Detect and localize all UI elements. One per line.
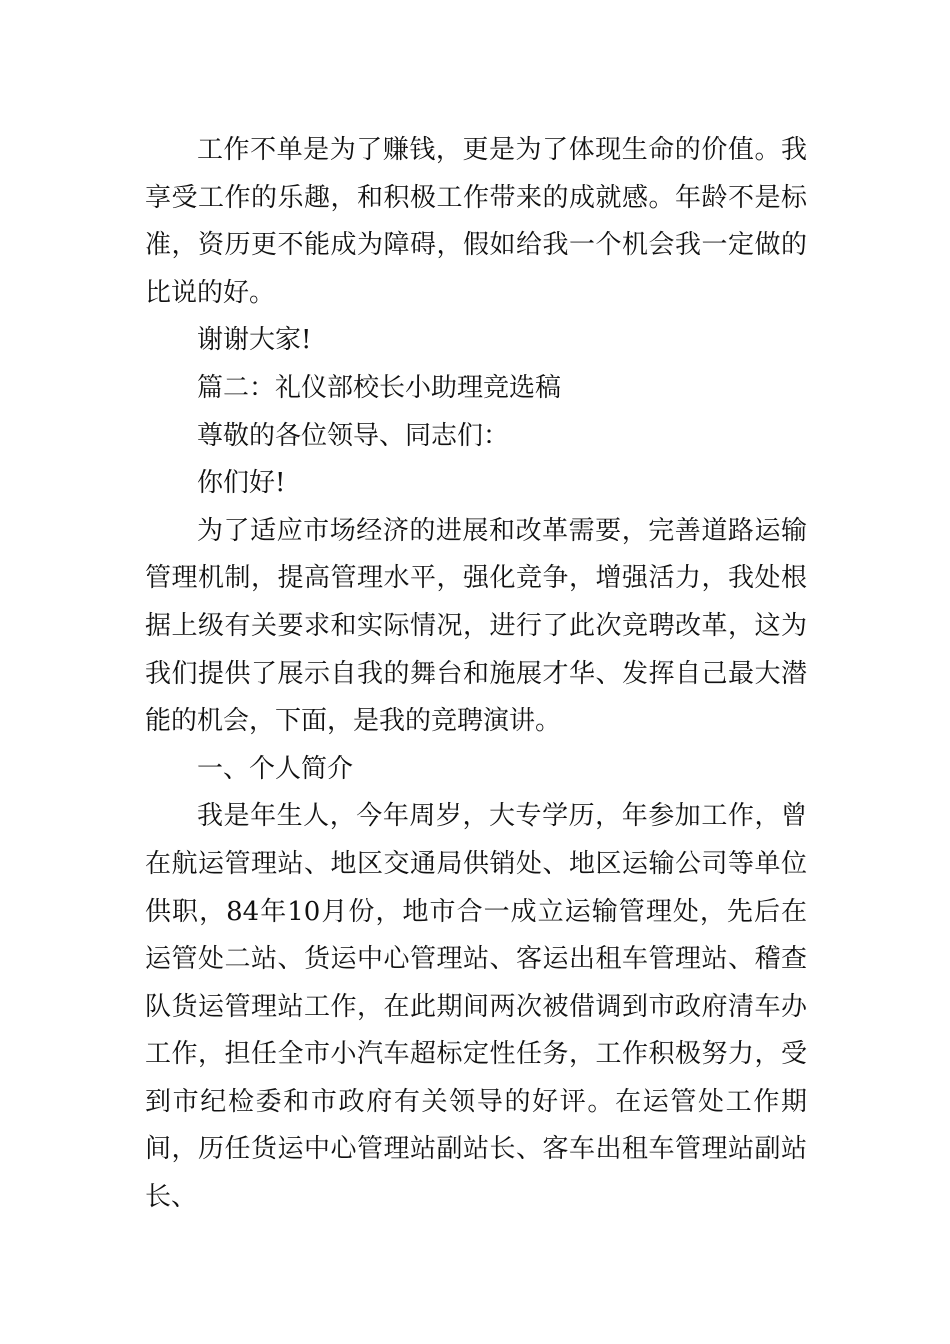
section-heading-personal-profile: 一、个人简介 — [197, 753, 354, 784]
paragraph-thanks: 谢谢大家! — [197, 325, 312, 356]
paragraph-personal-profile: 我是年生人，今年周岁，大专学历，年参加工作，曾在航运管理站、地区交通局供销处、地区运输公司等单位供职，84年10月份，地市合一成立运输管理处，先后在运管处二站、货运中心管理站、客运出租车管理站、稽查队货运管理站工作，在此期间两次被借调到市政府清车办工作，担任全市小汽车超标定性任务，工作积极努力，受到市纪检委和市政府有关领导的好评。在运管处工作期间，历任货运中心管理站副站长、客车出租车管理站副站长、 — [145, 801, 807, 1213]
document-page — [145, 127, 807, 1222]
greeting: 你们好! — [197, 468, 286, 499]
paragraph-closing-remarks: 工作不单是为了赚钱，更是为了体现生命的价值。我享受工作的乐趣，和积极工作带来的成就感。年龄不是标准，资历更不能成为障碍，假如给我一个机会我一定做的比说的好。 — [145, 135, 807, 308]
paragraph-intro: 为了适应市场经济的进展和改革需要，完善道路运输管理机制，提高管理水平，强化竞争，增强活力，我处根据上级有关要求和实际情况，进行了此次竞聘改革，这为我们提供了展示自我的舞台和施展才华、发挥自己最大潜能的机会，下面，是我的竞聘演讲。 — [145, 515, 807, 737]
section-title: 篇二：礼仪部校长小助理竞选稿 — [197, 372, 562, 403]
salutation: 尊敬的各位领导、同志们： — [197, 420, 510, 451]
